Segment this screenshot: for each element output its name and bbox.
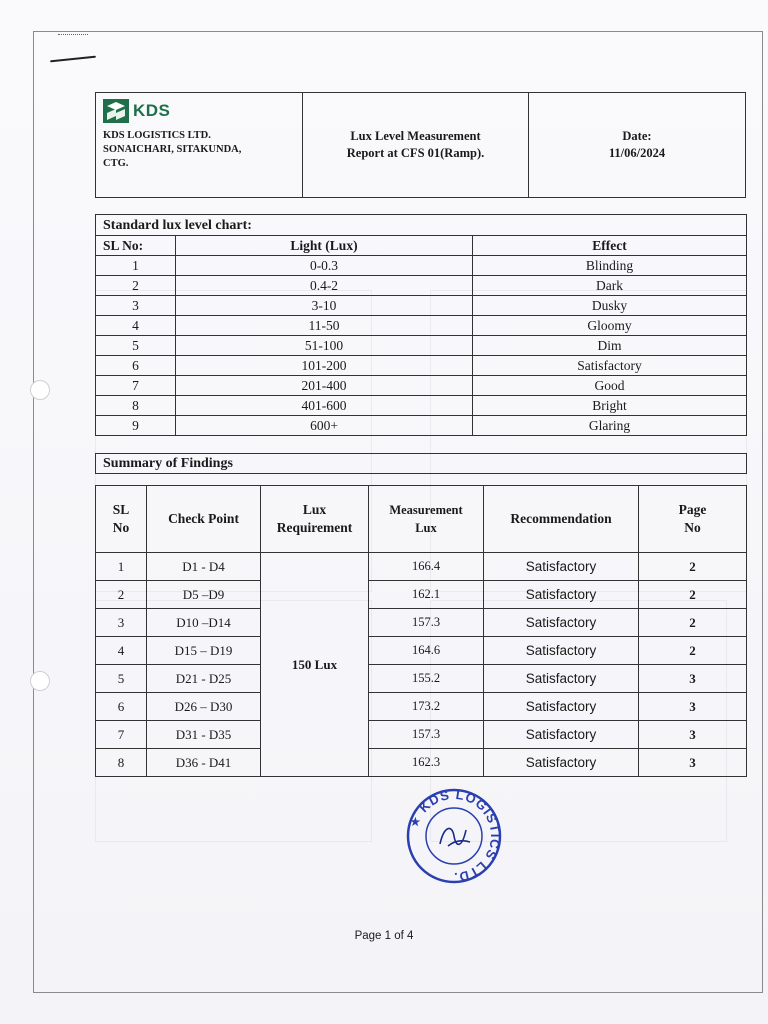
report-header — [95, 92, 746, 198]
check-point-cell: D10 –D14 — [147, 609, 261, 637]
date-cell — [529, 93, 745, 197]
light-lux-cell: 201-400 — [176, 376, 473, 396]
company-address — [103, 129, 295, 171]
sl-no-cell: 1 — [96, 553, 147, 581]
summary-row — [96, 749, 747, 777]
date-value: 11/06/2024 — [608, 146, 666, 160]
summary-row — [96, 693, 747, 721]
company-city: CTG. — [103, 158, 129, 169]
standard-lux-row — [96, 376, 747, 396]
standard-lux-row — [96, 316, 747, 336]
recommendation-cell: Satisfactory — [484, 581, 639, 609]
report-title-line-2: Report at CFS 01(Ramp). — [346, 146, 485, 160]
measurement-lux-cell: 164.6 — [369, 637, 484, 665]
check-point-cell: D36 - D41 — [147, 749, 261, 777]
report-title — [347, 128, 484, 162]
standard-lux-caption: Standard lux level chart: — [96, 215, 747, 236]
summary-caption: Summary of Findings — [95, 453, 747, 474]
date-label: Date: — [622, 129, 652, 143]
light-lux-cell: 401-600 — [176, 396, 473, 416]
summary-row — [96, 553, 747, 581]
standard-lux-row — [96, 396, 747, 416]
measurement-lux-cell: 162.1 — [369, 581, 484, 609]
page-no-cell: 3 — [639, 721, 747, 749]
summary-row — [96, 665, 747, 693]
sl-cell: 4 — [96, 316, 176, 336]
col-header-sl-no: SL No — [96, 486, 147, 553]
sl-no-cell: 6 — [96, 693, 147, 721]
effect-cell: Gloomy — [473, 316, 747, 336]
lux-requirement-cell: 150 Lux — [261, 553, 369, 777]
sl-no-cell: 5 — [96, 665, 147, 693]
col-header-recommendation: Recommendation — [484, 486, 639, 553]
measurement-lux-cell: 157.3 — [369, 721, 484, 749]
sl-no-cell: 3 — [96, 609, 147, 637]
measurement-lux-cell: 155.2 — [369, 665, 484, 693]
standard-lux-rows — [96, 256, 747, 436]
light-lux-cell: 101-200 — [176, 356, 473, 376]
light-lux-cell: 3-10 — [176, 296, 473, 316]
standard-lux-row — [96, 416, 747, 436]
company-seal-stamp — [404, 786, 504, 886]
light-lux-cell: 0-0.3 — [176, 256, 473, 276]
recommendation-cell: Satisfactory — [484, 665, 639, 693]
kds-logo-icon — [103, 99, 129, 123]
col-header-lux-requirement: Lux Requirement — [261, 486, 369, 553]
sl-cell: 6 — [96, 356, 176, 376]
standard-lux-row — [96, 356, 747, 376]
check-point-cell: D21 - D25 — [147, 665, 261, 693]
recommendation-cell: Satisfactory — [484, 749, 639, 777]
col-header-check-point: Check Point — [147, 486, 261, 553]
measurement-lux-cell: 166.4 — [369, 553, 484, 581]
col-header-effect: Effect — [473, 236, 747, 256]
sl-no-cell: 7 — [96, 721, 147, 749]
check-point-cell: D31 - D35 — [147, 721, 261, 749]
check-point-cell: D15 – D19 — [147, 637, 261, 665]
logo-text: KDS — [133, 101, 171, 120]
standard-lux-row — [96, 296, 747, 316]
summary-table — [95, 485, 747, 777]
summary-row — [96, 581, 747, 609]
punch-hole-icon — [30, 671, 50, 691]
col-header-measurement-lux: Measurement Lux — [369, 486, 484, 553]
sl-no-cell: 2 — [96, 581, 147, 609]
effect-cell: Dim — [473, 336, 747, 356]
sl-cell: 5 — [96, 336, 176, 356]
page-no-cell: 2 — [639, 637, 747, 665]
sl-cell: 1 — [96, 256, 176, 276]
effect-cell: Satisfactory — [473, 356, 747, 376]
sl-cell: 9 — [96, 416, 176, 436]
summary-rows — [96, 553, 747, 777]
effect-cell: Bright — [473, 396, 747, 416]
svg-text:★ KDS LOGISTICS LTD.: ★ KDS LOGISTICS LTD. — [405, 786, 504, 886]
summary-row — [96, 609, 747, 637]
col-header-sl: SL No: — [96, 236, 176, 256]
sl-cell: 3 — [96, 296, 176, 316]
report-title-cell — [303, 93, 529, 197]
recommendation-cell: Satisfactory — [484, 637, 639, 665]
light-lux-cell: 11-50 — [176, 316, 473, 336]
measurement-lux-cell: 157.3 — [369, 609, 484, 637]
page-no-cell: 2 — [639, 609, 747, 637]
sl-cell: 2 — [96, 276, 176, 296]
check-point-cell: D5 –D9 — [147, 581, 261, 609]
pen-mark-dots — [58, 34, 88, 41]
recommendation-cell: Satisfactory — [484, 721, 639, 749]
summary-row — [96, 637, 747, 665]
report-title-line-1: Lux Level Measurement — [350, 129, 481, 143]
light-lux-cell: 51-100 — [176, 336, 473, 356]
summary-row — [96, 721, 747, 749]
measurement-lux-cell: 173.2 — [369, 693, 484, 721]
standard-lux-row — [96, 336, 747, 356]
company-name: KDS LOGISTICS LTD. — [103, 130, 211, 141]
sl-cell: 8 — [96, 396, 176, 416]
standard-lux-table — [95, 214, 747, 436]
measurement-lux-cell: 162.3 — [369, 749, 484, 777]
company-location: SONAICHARI, SITAKUNDA, — [103, 144, 242, 155]
recommendation-cell: Satisfactory — [484, 693, 639, 721]
light-lux-cell: 600+ — [176, 416, 473, 436]
page-no-cell: 3 — [639, 749, 747, 777]
recommendation-cell: Satisfactory — [484, 553, 639, 581]
effect-cell: Dusky — [473, 296, 747, 316]
check-point-cell: D26 – D30 — [147, 693, 261, 721]
company-cell — [96, 93, 303, 197]
sl-no-cell: 8 — [96, 749, 147, 777]
light-lux-cell: 0.4-2 — [176, 276, 473, 296]
col-header-light: Light (Lux) — [176, 236, 473, 256]
company-logo — [103, 99, 295, 123]
report-date — [609, 128, 665, 162]
page-no-cell: 2 — [639, 581, 747, 609]
page-no-cell: 3 — [639, 693, 747, 721]
effect-cell: Blinding — [473, 256, 747, 276]
page-number: Page 1 of 4 — [354, 930, 414, 942]
page-no-cell: 2 — [639, 553, 747, 581]
page-no-cell: 3 — [639, 665, 747, 693]
punch-hole-icon — [30, 380, 50, 400]
effect-cell: Glaring — [473, 416, 747, 436]
col-header-page-no: Page No — [639, 486, 747, 553]
effect-cell: Dark — [473, 276, 747, 296]
sl-no-cell: 4 — [96, 637, 147, 665]
sl-cell: 7 — [96, 376, 176, 396]
recommendation-cell: Satisfactory — [484, 609, 639, 637]
effect-cell: Good — [473, 376, 747, 396]
check-point-cell: D1 - D4 — [147, 553, 261, 581]
standard-lux-row — [96, 256, 747, 276]
standard-lux-row — [96, 276, 747, 296]
